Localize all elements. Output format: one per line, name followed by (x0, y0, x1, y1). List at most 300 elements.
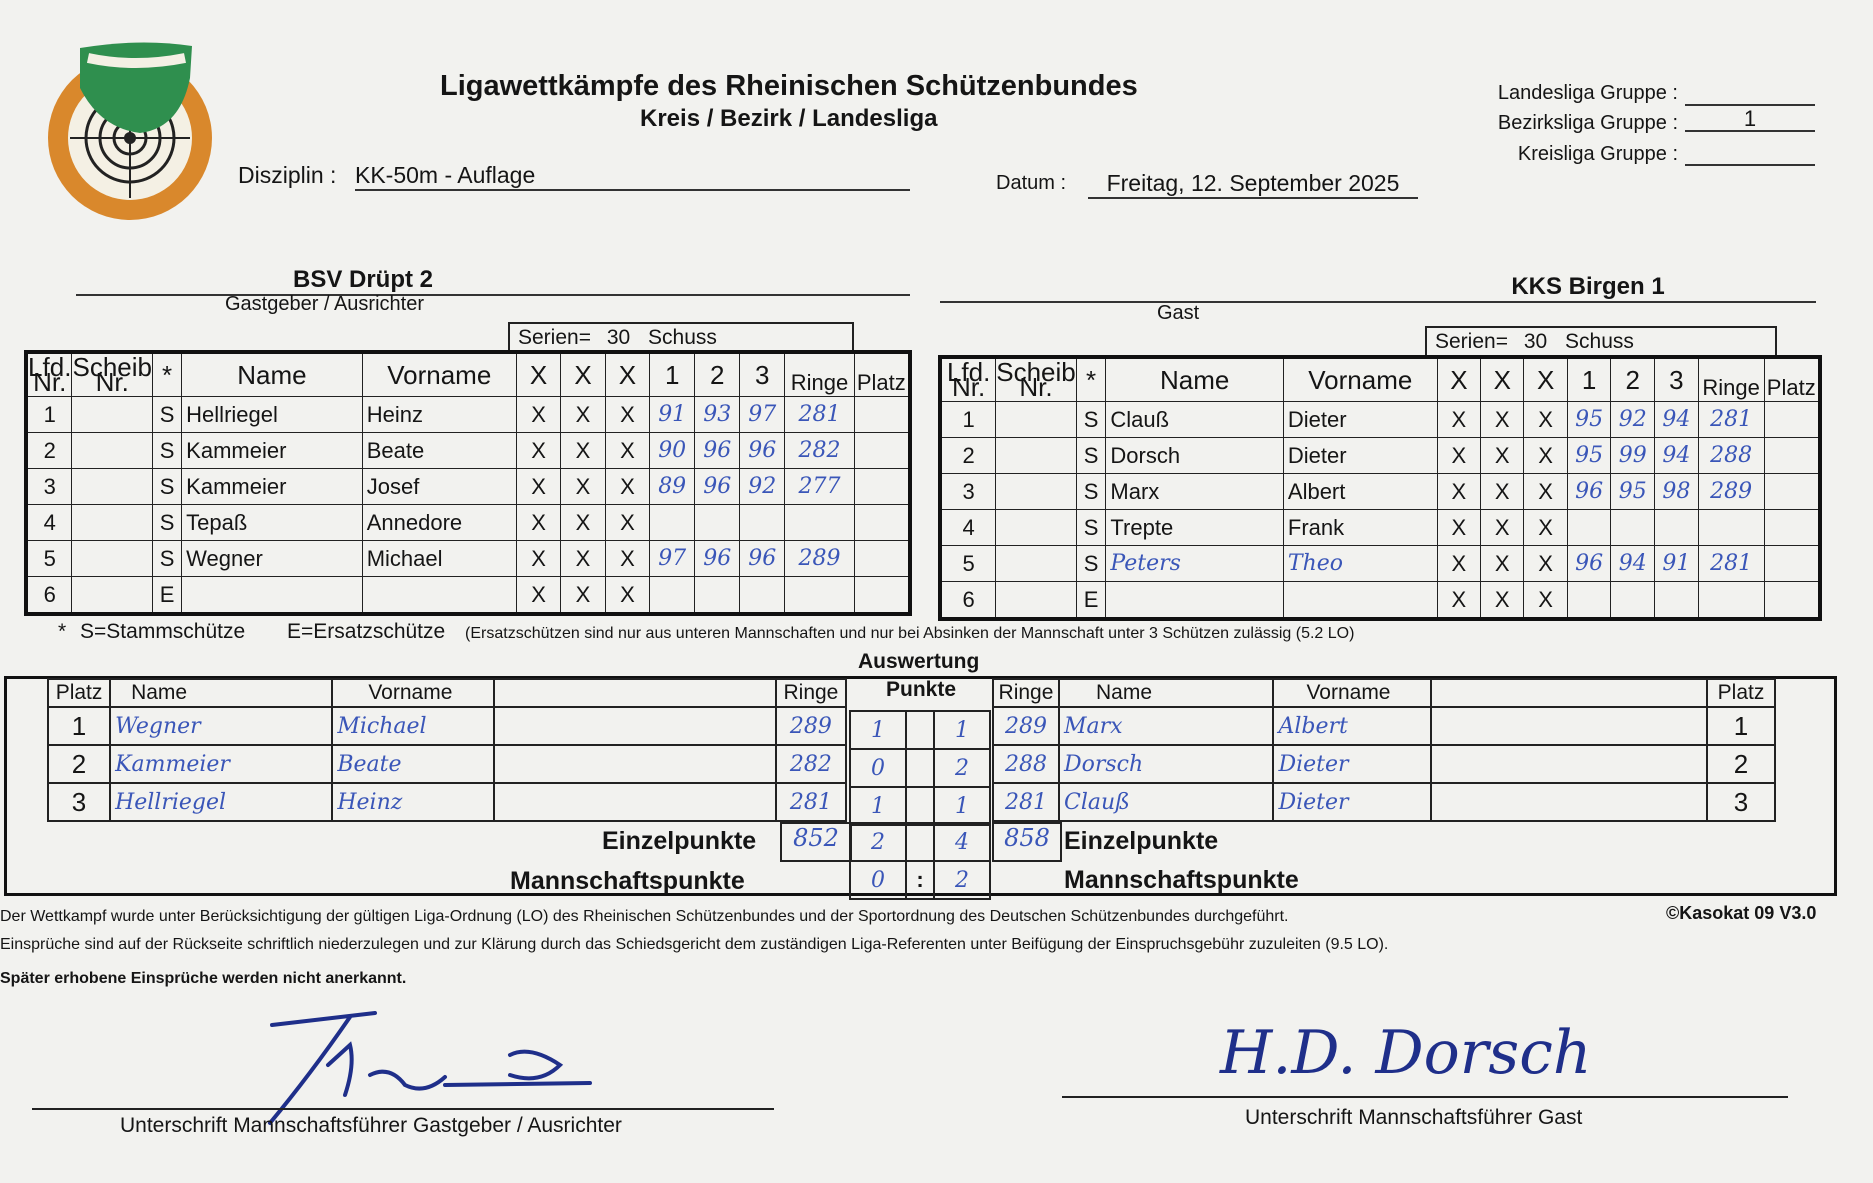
serie-3-cell[interactable] (740, 577, 785, 615)
vorname-cell[interactable] (1283, 582, 1437, 620)
punkte-row (850, 711, 990, 749)
vorname-cell[interactable]: Albert (1283, 474, 1437, 510)
vorname-cell[interactable]: Annedore (362, 505, 516, 541)
table-row (940, 510, 1820, 546)
type-cell[interactable]: E (1076, 582, 1106, 620)
punkte-rows (850, 711, 990, 825)
lfd-nr-cell[interactable]: 4 (26, 505, 72, 541)
vorname-cell[interactable]: Frank (1283, 510, 1437, 546)
separator (906, 749, 934, 787)
guest-team-role: Gast (1157, 302, 1200, 324)
lfd-nr-cell[interactable]: 5 (26, 541, 72, 577)
auswertung-guest-rows (993, 707, 1775, 821)
platz-cell[interactable]: 3 (48, 783, 110, 821)
x-cell[interactable]: X (516, 505, 560, 541)
serie-3-cell[interactable]: 96 (740, 433, 785, 469)
name-cell[interactable]: Hellriegel (110, 783, 332, 821)
x-cell[interactable]: X (561, 577, 605, 615)
serie-2-cell[interactable] (1611, 510, 1655, 546)
ringe-cell[interactable]: 288 (993, 745, 1059, 783)
blank-cell (494, 707, 776, 745)
footer-line-2: Einsprüche sind auf der Rückseite schriftlich niederzulegen und zur Klärung durch das Schiedsgericht dem zuständigen Liga-Referenten unter Beifügung der Einspruchsgebühr zuzuleiten (9.5 LO). (0, 936, 1389, 953)
lfd-nr-cell[interactable]: 3 (940, 474, 996, 510)
x-cell[interactable]: X (1437, 438, 1480, 474)
auswertung-header-row (993, 679, 1775, 707)
col-name: Name (1059, 679, 1273, 707)
guest-serien-header (1425, 326, 1777, 356)
type-cell[interactable]: S (1076, 510, 1106, 546)
platz-cell[interactable] (1764, 474, 1820, 510)
ringe-cell[interactable]: 289 (1698, 474, 1764, 510)
lfd-nr-cell[interactable]: 2 (26, 433, 72, 469)
schuss-label: Schuss (648, 326, 717, 349)
col-name: Name (110, 679, 332, 707)
serie-3-cell[interactable]: 94 (1655, 402, 1699, 438)
lfd-nr-cell[interactable]: 6 (940, 582, 996, 620)
vorname-cell[interactable] (362, 577, 516, 615)
table-row (940, 402, 1820, 438)
serie-3-cell[interactable]: 92 (740, 469, 785, 505)
ringe-cell[interactable]: 289 (993, 707, 1059, 745)
serien-count: 30 (606, 326, 631, 349)
x-cell[interactable]: X (1524, 402, 1567, 438)
x-cell[interactable]: X (1481, 582, 1524, 620)
kreisliga-field[interactable] (1685, 142, 1815, 166)
ringe-cell[interactable]: 289 (785, 541, 854, 577)
guest-punkte-cell[interactable]: 2 (934, 749, 990, 787)
ringe-cell[interactable]: 282 (785, 433, 854, 469)
col-platz: Platz (1764, 357, 1820, 402)
ringe-cell[interactable]: 277 (785, 469, 854, 505)
serien-label: Serien= (518, 326, 591, 349)
type-cell[interactable]: S (152, 541, 181, 577)
separator (906, 711, 934, 749)
auswertung-title: Auswertung (858, 650, 980, 673)
col-x: X (1524, 357, 1567, 402)
platz-cell[interactable] (854, 397, 910, 433)
x-cell[interactable]: X (516, 397, 560, 433)
home-score-table (24, 350, 912, 616)
name-cell[interactable]: Kammeier (182, 433, 363, 469)
name-cell[interactable]: Peters (1106, 546, 1283, 582)
x-cell[interactable]: X (605, 469, 649, 505)
scheib-nr-cell[interactable] (996, 438, 1077, 474)
x-cell[interactable]: X (1524, 474, 1567, 510)
vorname-cell[interactable]: Michael (332, 707, 493, 745)
guest-score-table (938, 355, 1822, 621)
serie-3-cell[interactable]: 94 (1655, 438, 1699, 474)
scheib-nr-cell[interactable] (72, 433, 153, 469)
x-cell[interactable]: X (1481, 474, 1524, 510)
serie-1-cell[interactable] (1567, 582, 1611, 620)
serie-1-cell[interactable]: 97 (650, 541, 695, 577)
name-cell[interactable] (182, 577, 363, 615)
type-cell[interactable]: E (152, 577, 181, 615)
name-cell[interactable]: Marx (1059, 707, 1273, 745)
x-cell[interactable]: X (516, 541, 560, 577)
name-cell[interactable]: Dorsch (1106, 438, 1283, 474)
landesliga-field[interactable] (1685, 82, 1815, 106)
serie-3-cell[interactable] (1655, 510, 1699, 546)
name-cell[interactable]: Hellriegel (182, 397, 363, 433)
serie-1-cell[interactable]: 96 (1567, 474, 1611, 510)
scheib-nr-cell[interactable] (72, 577, 153, 615)
form-subtitle: Kreis / Bezirk / Landesliga (640, 105, 938, 132)
serie-2-cell[interactable]: 96 (695, 541, 740, 577)
serie-2-cell[interactable]: 93 (695, 397, 740, 433)
col-serie-2: 2 (1611, 357, 1655, 402)
scheib-nr-cell[interactable] (72, 541, 153, 577)
auswertung-home-table (47, 678, 847, 822)
serie-1-cell[interactable] (650, 505, 695, 541)
col-scheib-nr: Scheib Nr. (72, 352, 152, 397)
name-cell[interactable]: Dorsch (1059, 745, 1273, 783)
name-cell[interactable]: Tepaß (182, 505, 363, 541)
punkte-row (850, 787, 990, 825)
x-cell[interactable]: X (605, 577, 649, 615)
serie-3-cell[interactable]: 98 (1655, 474, 1699, 510)
ringe-cell[interactable]: 281 (993, 783, 1059, 821)
serie-3-cell[interactable] (1655, 582, 1699, 620)
vorname-cell[interactable]: Heinz (332, 783, 493, 821)
lfd-nr-cell[interactable]: 5 (940, 546, 996, 582)
platz-cell[interactable] (854, 577, 910, 615)
col-platz: Platz (854, 352, 910, 397)
disziplin-label: Disziplin : (238, 162, 337, 188)
guest-mannschaft-punkte: 2 (934, 861, 990, 899)
guest-rows (940, 402, 1820, 620)
footer-line-1: Der Wettkampf wurde unter Berücksichtigung der gültigen Liga-Ordnung (LO) des Rheinischen Schützenbundes und der Sportordnung des Deutschen Schützenbundes durchgeführt. (0, 908, 1289, 925)
guest-team-line (940, 273, 1816, 303)
ringe-cell[interactable]: 288 (1698, 438, 1764, 474)
vorname-cell[interactable]: Albert (1273, 707, 1431, 745)
lfd-nr-cell[interactable]: 6 (26, 577, 72, 615)
einzelpunkte-label-home: Einzelpunkte (602, 827, 757, 855)
col-serie-3: 3 (740, 352, 785, 397)
kreisliga-label: Kreisliga Gruppe : (1517, 143, 1678, 165)
x-cell[interactable]: X (516, 577, 560, 615)
einzelpunkte-row (850, 823, 990, 861)
table-row (48, 745, 846, 783)
col-vorname: Vorname (332, 679, 493, 707)
scheib-nr-cell[interactable] (996, 582, 1077, 620)
serie-2-cell[interactable]: 96 (695, 469, 740, 505)
platz-cell[interactable] (1764, 402, 1820, 438)
serie-1-cell[interactable]: 90 (650, 433, 695, 469)
x-cell[interactable]: X (1481, 546, 1524, 582)
type-cell[interactable]: S (152, 397, 181, 433)
platz-cell[interactable] (1764, 546, 1820, 582)
type-cell[interactable]: S (152, 469, 181, 505)
home-einzel-punkte: 2 (850, 823, 906, 861)
vorname-cell[interactable]: Dieter (1283, 438, 1437, 474)
platz-cell[interactable] (1764, 510, 1820, 546)
datum-field[interactable]: Freitag, 12. September 2025 (1088, 170, 1418, 199)
table-row (993, 783, 1775, 821)
platz-cell[interactable] (1764, 582, 1820, 620)
col-x: X (1481, 357, 1524, 402)
vorname-cell[interactable]: Dieter (1283, 402, 1437, 438)
x-cell[interactable]: X (1524, 546, 1567, 582)
platz-cell[interactable]: 1 (48, 707, 110, 745)
col-x: X (1437, 357, 1480, 402)
table-row (940, 546, 1820, 582)
serie-3-cell[interactable]: 96 (740, 541, 785, 577)
home-team-name: BSV Drüpt 2 (292, 266, 433, 293)
x-cell[interactable]: X (1481, 510, 1524, 546)
serie-1-cell[interactable]: 96 (1567, 546, 1611, 582)
x-cell[interactable]: X (1437, 474, 1480, 510)
guest-punkte-cell[interactable]: 1 (934, 787, 990, 825)
table-row (940, 438, 1820, 474)
serien-count: 30 (1523, 330, 1548, 353)
serie-1-cell[interactable]: 95 (1567, 402, 1611, 438)
home-rows (26, 397, 910, 615)
serie-1-cell[interactable]: 95 (1567, 438, 1611, 474)
x-cell[interactable]: X (1437, 546, 1480, 582)
vorname-cell[interactable]: Josef (362, 469, 516, 505)
separator (906, 787, 934, 825)
scheib-nr-cell[interactable] (996, 474, 1077, 510)
type-cell[interactable]: S (152, 433, 181, 469)
datum-label: Datum : (996, 172, 1067, 194)
punkte-header: Punkte (886, 678, 957, 701)
lfd-nr-cell[interactable]: 1 (940, 402, 996, 438)
col-lfd-nr: Lfd. Nr. (26, 352, 72, 397)
lfd-nr-cell[interactable]: 2 (940, 438, 996, 474)
ringe-cell[interactable] (785, 505, 854, 541)
serie-1-cell[interactable]: 89 (650, 469, 695, 505)
type-cell[interactable]: S (1076, 438, 1106, 474)
serie-2-cell[interactable] (695, 577, 740, 615)
name-cell[interactable]: Wegner (182, 541, 363, 577)
serie-3-cell[interactable]: 91 (1655, 546, 1699, 582)
vorname-cell[interactable]: Theo (1283, 546, 1437, 582)
vorname-cell[interactable]: Dieter (1273, 783, 1431, 821)
serie-1-cell[interactable] (1567, 510, 1611, 546)
type-cell[interactable]: S (1076, 546, 1106, 582)
home-signature-line (32, 1108, 774, 1110)
x-cell[interactable]: X (1481, 438, 1524, 474)
x-cell[interactable]: X (516, 433, 560, 469)
serie-2-cell[interactable] (1611, 582, 1655, 620)
scheib-nr-cell[interactable] (72, 397, 153, 433)
x-cell[interactable]: X (1524, 438, 1567, 474)
col-star: * (1076, 357, 1106, 402)
x-cell[interactable]: X (605, 505, 649, 541)
ringe-cell[interactable] (1698, 510, 1764, 546)
punkte-table (849, 710, 991, 826)
serien-label: Serien= (1435, 330, 1508, 353)
platz-cell[interactable] (854, 505, 910, 541)
ringe-cell[interactable]: 281 (1698, 402, 1764, 438)
ringe-cell[interactable]: 281 (776, 783, 846, 821)
serie-2-cell[interactable]: 96 (695, 433, 740, 469)
ringe-cell[interactable]: 282 (776, 745, 846, 783)
colon: : (906, 861, 934, 899)
serie-2-cell[interactable] (695, 505, 740, 541)
platz-cell[interactable]: 2 (1707, 745, 1775, 783)
blank-cell (494, 745, 776, 783)
scheib-nr-cell[interactable] (72, 505, 153, 541)
auswertung-guest-table (992, 678, 1776, 822)
lfd-nr-cell[interactable]: 3 (26, 469, 72, 505)
col-ringe: Ringe (785, 352, 854, 397)
name-cell[interactable]: Wegner (110, 707, 332, 745)
platz-cell[interactable] (854, 433, 910, 469)
type-cell[interactable]: S (1076, 474, 1106, 510)
legend-note: (Ersatzschützen sind nur aus unteren Mannschaften und nur bei Absinken der Mannschaft unter 3 Schützen zulässig (5.2 LO) (465, 625, 1355, 642)
x-cell[interactable]: X (561, 541, 605, 577)
x-cell[interactable]: X (1437, 510, 1480, 546)
guest-signature: H.D. Dorsch (1220, 1018, 1592, 1088)
col-x: X (516, 352, 560, 397)
platz-cell[interactable] (854, 469, 910, 505)
col-x: X (605, 352, 649, 397)
table-row (26, 505, 910, 541)
x-cell[interactable]: X (605, 541, 649, 577)
home-team-role: Gastgeber / Ausrichter (225, 293, 424, 315)
home-einzel-ringe: 852 (780, 822, 852, 862)
col-lfd-nr: Lfd. Nr. (940, 357, 996, 402)
x-cell[interactable]: X (561, 505, 605, 541)
name-cell[interactable]: Clauß (1106, 402, 1283, 438)
blank-cell (1431, 745, 1707, 783)
serie-2-cell[interactable]: 92 (1611, 402, 1655, 438)
serie-2-cell[interactable]: 95 (1611, 474, 1655, 510)
name-cell[interactable]: Trepte (1106, 510, 1283, 546)
scheib-nr-cell[interactable] (72, 469, 153, 505)
platz-cell[interactable]: 1 (1707, 707, 1775, 745)
table-row (48, 707, 846, 745)
einzelpunkte-label-guest: Einzelpunkte (1064, 827, 1219, 855)
blank-cell (1431, 707, 1707, 745)
col-star: * (152, 352, 181, 397)
bezirksliga-label: Bezirksliga Gruppe : (1497, 112, 1678, 134)
lfd-nr-cell[interactable]: 4 (940, 510, 996, 546)
x-cell[interactable]: X (1437, 582, 1480, 620)
ringe-cell[interactable]: 281 (785, 397, 854, 433)
punkte-sum-table (849, 822, 991, 900)
guest-einzel-ringe: 858 (992, 822, 1062, 862)
bezirksliga-field[interactable]: 1 (1685, 106, 1815, 132)
auswertung-home-rows (48, 707, 846, 821)
vorname-cell[interactable]: Beate (362, 433, 516, 469)
table-row (26, 433, 910, 469)
table-row (26, 397, 910, 433)
guest-signature-line (1062, 1096, 1788, 1098)
table-row (993, 745, 1775, 783)
col-vorname: Vorname (362, 352, 516, 397)
x-cell[interactable]: X (605, 433, 649, 469)
blank-cell (1431, 783, 1707, 821)
legend-stammschuetze: S=Stammschütze (80, 620, 246, 643)
type-cell[interactable]: S (152, 505, 181, 541)
serie-2-cell[interactable]: 94 (1611, 546, 1655, 582)
x-cell[interactable]: X (561, 469, 605, 505)
form-title: Ligawettkämpfe des Rheinischen Schützenbundes (440, 70, 1138, 102)
name-cell[interactable]: Kammeier (182, 469, 363, 505)
platz-cell[interactable] (1764, 438, 1820, 474)
legend (58, 620, 1354, 644)
name-cell[interactable]: Kammeier (110, 745, 332, 783)
ringe-cell[interactable]: 289 (776, 707, 846, 745)
scheib-nr-cell[interactable] (996, 510, 1077, 546)
table-row (940, 474, 1820, 510)
home-punkte-cell[interactable]: 0 (850, 749, 906, 787)
table-row (993, 707, 1775, 745)
col-serie-2: 2 (695, 352, 740, 397)
col-serie-1: 1 (1567, 357, 1611, 402)
col-x: X (561, 352, 605, 397)
footer-line-3: Später erhobene Einsprüche werden nicht anerkannt. (0, 970, 407, 987)
home-punkte-cell[interactable]: 1 (850, 787, 906, 825)
ringe-cell[interactable] (785, 577, 854, 615)
home-signature-label: Unterschrift Mannschaftsführer Gastgeber / Ausrichter (120, 1114, 622, 1137)
col-vorname: Vorname (1273, 679, 1431, 707)
name-cell[interactable]: Clauß (1059, 783, 1273, 821)
serie-1-cell[interactable]: 91 (650, 397, 695, 433)
blank-cell (494, 783, 776, 821)
x-cell[interactable]: X (1481, 402, 1524, 438)
home-punkte-cell[interactable]: 1 (850, 711, 906, 749)
legend-star: * (58, 620, 67, 643)
mannschaftspunkte-label-home: Mannschaftspunkte (510, 867, 745, 895)
platz-cell[interactable] (854, 541, 910, 577)
vorname-cell[interactable]: Beate (332, 745, 493, 783)
vorname-cell[interactable]: Heinz (362, 397, 516, 433)
col-blank (494, 679, 776, 707)
table-row (26, 469, 910, 505)
name-cell[interactable]: Marx (1106, 474, 1283, 510)
serie-2-cell[interactable]: 99 (1611, 438, 1655, 474)
table-header-row (26, 352, 910, 397)
vorname-cell[interactable]: Dieter (1273, 745, 1431, 783)
guest-punkte-cell[interactable]: 1 (934, 711, 990, 749)
col-platz: Platz (1707, 679, 1775, 707)
scheib-nr-cell[interactable] (996, 402, 1077, 438)
col-serie-3: 3 (1655, 357, 1699, 402)
x-cell[interactable]: X (561, 397, 605, 433)
col-serie-1: 1 (650, 352, 695, 397)
col-name: Name (182, 352, 363, 397)
scheib-nr-cell[interactable] (996, 546, 1077, 582)
ringe-cell[interactable]: 281 (1698, 546, 1764, 582)
x-cell[interactable]: X (605, 397, 649, 433)
col-vorname: Vorname (1283, 357, 1437, 402)
mannschaftspunkte-label-guest: Mannschaftspunkte (1064, 866, 1299, 894)
platz-cell[interactable]: 2 (48, 745, 110, 783)
serie-1-cell[interactable] (650, 577, 695, 615)
lfd-nr-cell[interactable]: 1 (26, 397, 72, 433)
platz-cell[interactable]: 3 (1707, 783, 1775, 821)
type-cell[interactable]: S (1076, 402, 1106, 438)
x-cell[interactable]: X (1437, 402, 1480, 438)
landesliga-label: Landesliga Gruppe : (1497, 82, 1678, 104)
name-cell[interactable] (1106, 582, 1283, 620)
serie-3-cell[interactable]: 97 (740, 397, 785, 433)
vorname-cell[interactable]: Michael (362, 541, 516, 577)
col-platz: Platz (48, 679, 110, 707)
x-cell[interactable]: X (516, 469, 560, 505)
serie-3-cell[interactable] (740, 505, 785, 541)
disziplin-field[interactable]: KK-50m - Auflage (355, 162, 910, 191)
ringe-cell[interactable] (1698, 582, 1764, 620)
x-cell[interactable]: X (561, 433, 605, 469)
home-team-line (76, 266, 910, 296)
x-cell[interactable]: X (1524, 582, 1567, 620)
x-cell[interactable]: X (1524, 510, 1567, 546)
